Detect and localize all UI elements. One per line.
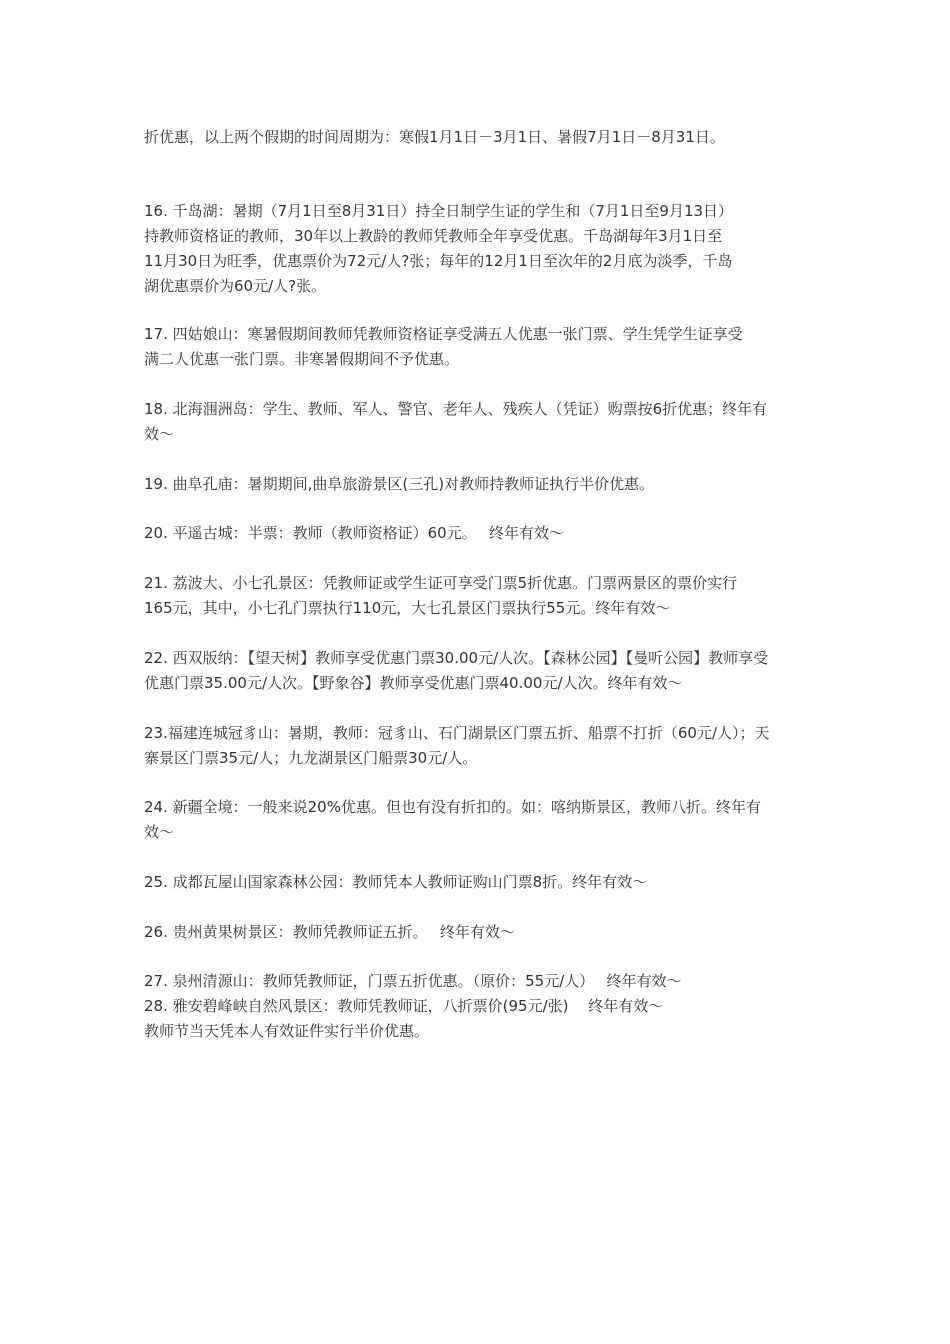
text-line: 22. 西双版纳：【望天树】教师享受优惠门票30.00元/人次。【森林公园】【曼听公园】教师享受 (144, 649, 769, 667)
text-line: 21. 荔波大、小七孔景区：凭教师证或学生证可享受门票5折优惠。门票两景区的票价实行 (144, 574, 738, 592)
paragraph-item-19 (144, 472, 812, 497)
paragraph-item-26 (144, 920, 812, 945)
text-line: 26. 贵州黄果树景区：教师凭教师证五折。 终年有效～ (144, 923, 515, 941)
text-line: 17. 四姑娘山：寒暑假期间教师凭教师资格证享受满五人优惠一张门票、学生凭学生证享受 (144, 325, 743, 343)
text-line: 效～ (144, 823, 175, 841)
text-line: 持教师资格证的教师，30年以上教龄的教师凭教师全年享受优惠。千岛湖每年3月1日至 (144, 227, 723, 245)
paragraph-item-25 (144, 870, 812, 895)
paragraph-item-18 (144, 397, 812, 447)
text-line: 折优惠，以上两个假期的时间周期为：寒假1月1日－3月1日、暑假7月1日－8月31日。 (144, 128, 725, 146)
paragraph-item-24 (144, 795, 812, 845)
text-line: 效～ (144, 425, 175, 443)
text-line: 湖优惠票价为60元/人?张。 (144, 277, 327, 295)
text-line: 教师节当天凭本人有效证件实行半价优惠。 (144, 1022, 430, 1040)
paragraph-item-21 (144, 571, 812, 621)
text-line: 24. 新疆全境：一般来说20%优惠。但也有没有折扣的。如：喀纳斯景区，教师八折。终年有 (144, 798, 761, 816)
text-line: 28. 雅安碧峰峡自然风景区：教师凭教师证，八折票价(95元/张) 终年有效～ (144, 997, 664, 1015)
paragraph-item-16 (144, 199, 812, 299)
text-line: 16. 千岛湖：暑期（7月1日至8月31日）持全日制学生证的学生和（7月1日至9月13日） (144, 202, 734, 220)
paragraph-item-23 (144, 721, 812, 771)
text-line: 23.福建连城冠豸山：暑期，教师：冠豸山、石门湖景区门票五折、船票不打折（60元/人）；天 (144, 724, 770, 742)
paragraph-items-27-28 (144, 969, 812, 1044)
text-line: 25. 成都瓦屋山国家森林公园：教师凭本人教师证购山门票8折。终年有效～ (144, 873, 648, 891)
text-line: 27. 泉州清源山：教师凭教师证，门票五折优惠。（原价：55元/人） 终年有效～ (144, 972, 682, 990)
text-line: 满二人优惠一张门票。非寒暑假期间不予优惠。 (144, 350, 460, 368)
paragraph-item-22 (144, 646, 812, 696)
paragraph-holiday-periods (144, 125, 812, 150)
text-line: 11月30日为旺季，优惠票价为72元/人?张；每年的12月1日至次年的2月底为淡季，千岛 (144, 252, 733, 270)
text-line: 20. 平遥古城：半票：教师（教师资格证）60元。 终年有效～ (144, 524, 564, 542)
text-line: 19. 曲阜孔庙：暑期期间,曲阜旅游景区(三孔)对教师持教师证执行半价优惠。 (144, 475, 655, 493)
text-line: 18. 北海涠洲岛：学生、教师、军人、警官、老年人、残疾人（凭证）购票按6折优惠；终年有 (144, 400, 768, 418)
paragraph-item-20 (144, 521, 812, 546)
text-line: 寨景区门票35元/人；九龙湖景区门船票30元/人。 (144, 749, 478, 767)
paragraph-item-17 (144, 322, 812, 372)
text-line: 165元，其中，小七孔门票执行110元，大七孔景区门票执行55元。终年有效～ (144, 599, 671, 617)
text-line: 优惠门票35.00元/人次。【野象谷】教师享受优惠门票40.00元/人次。终年有效～ (144, 674, 683, 692)
